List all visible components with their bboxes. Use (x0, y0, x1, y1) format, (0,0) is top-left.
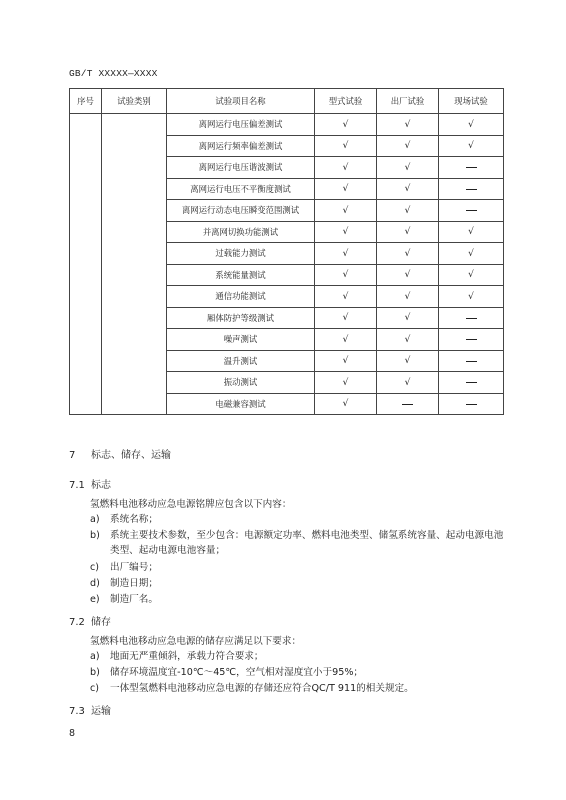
check-mark: √ (468, 141, 474, 152)
test-item-name: 厢体防护等级测试 (167, 307, 315, 329)
test-items-table (69, 88, 504, 415)
table-row (70, 114, 504, 136)
factory-test-mark (377, 329, 439, 351)
check-mark: √ (342, 119, 349, 130)
check-mark: √ (342, 356, 349, 367)
dash-mark (466, 361, 477, 362)
test-item-name: 离网运行电压偏差测试 (167, 114, 315, 136)
field-test-mark (439, 307, 504, 329)
test-item-name: 离网运行电压谐波测试 (167, 157, 315, 179)
field-test-mark (439, 157, 504, 179)
test-item-name: 离网运行动态电压瞬变范围测试 (167, 200, 315, 222)
field-test-mark (439, 243, 504, 265)
type-test-mark (315, 329, 377, 351)
check-mark: √ (404, 291, 411, 302)
field-test-mark (439, 350, 504, 372)
field-test-mark (439, 372, 504, 394)
type-test-mark (315, 157, 377, 179)
check-mark: √ (342, 291, 349, 302)
factory-test-mark (377, 221, 439, 243)
factory-test-mark (377, 372, 439, 394)
test-item-name: 过载能力测试 (167, 243, 315, 265)
type-test-mark (315, 307, 377, 329)
field-test-mark (439, 393, 504, 415)
check-mark: √ (342, 334, 349, 345)
check-mark: √ (342, 399, 349, 410)
field-test-mark (439, 221, 504, 243)
seq-cell (70, 114, 102, 415)
check-mark: √ (342, 162, 349, 173)
factory-test-mark (377, 243, 439, 265)
check-mark: √ (468, 119, 474, 130)
type-test-mark (315, 372, 377, 394)
factory-test-mark (377, 307, 439, 329)
dash-mark (466, 404, 477, 405)
dash-mark (466, 382, 477, 383)
section-7-2-intro: 氢燃料电池移动应急电源的储存应满足以下要求： (90, 636, 302, 647)
check-mark: √ (342, 377, 349, 388)
check-mark: √ (404, 270, 411, 281)
factory-test-mark (377, 178, 439, 200)
factory-test-mark (377, 135, 439, 157)
check-mark: √ (468, 227, 474, 238)
check-mark: √ (404, 356, 411, 367)
list-item: c) 出厂编号； (90, 562, 158, 573)
type-test-mark (315, 286, 377, 308)
section-7-1-heading: 7.1 标志 (69, 480, 111, 491)
type-test-mark (315, 350, 377, 372)
section-7-3-heading: 7.3 运输 (69, 706, 111, 717)
dash-mark (466, 167, 477, 168)
check-mark: √ (404, 162, 411, 173)
check-mark: √ (468, 270, 474, 281)
field-test-mark (439, 286, 504, 308)
list-item: c) 一体型氢燃料电池移动应急电源的存储还应符合QC/T 911的相关规定。 (90, 683, 414, 694)
factory-test-mark (377, 350, 439, 372)
dash-mark (402, 404, 413, 405)
check-mark: √ (404, 227, 411, 238)
check-mark: √ (342, 313, 349, 324)
check-mark: √ (342, 141, 349, 152)
section-7-2-heading: 7.2 储存 (69, 617, 111, 628)
type-test-mark (315, 114, 377, 136)
factory-test-mark (377, 393, 439, 415)
test-item-name: 并离网切换功能测试 (167, 221, 315, 243)
check-mark: √ (342, 248, 349, 259)
test-item-name: 噪声测试 (167, 329, 315, 351)
test-item-name: 通信功能测试 (167, 286, 315, 308)
col-header-factory-test: 出厂试验 (377, 89, 439, 114)
test-item-name: 温升测试 (167, 350, 315, 372)
type-test-mark (315, 243, 377, 265)
check-mark: √ (404, 119, 411, 130)
check-mark: √ (404, 184, 411, 195)
factory-test-mark (377, 286, 439, 308)
check-mark: √ (342, 205, 349, 216)
col-header-seq: 序号 (70, 89, 102, 114)
check-mark: √ (342, 270, 349, 281)
list-item: b) 系统主要技术参数，至少包含：电源额定功率、燃料电池类型、储氢系统容量、起动电源电池类型、起动电源电池容量； (90, 530, 504, 556)
check-mark: √ (404, 141, 411, 152)
field-test-mark (439, 178, 504, 200)
type-test-mark (315, 221, 377, 243)
check-mark: √ (404, 248, 411, 259)
type-test-mark (315, 178, 377, 200)
factory-test-mark (377, 114, 439, 136)
factory-test-mark (377, 200, 439, 222)
field-test-mark (439, 264, 504, 286)
type-test-mark (315, 393, 377, 415)
dash-mark (466, 339, 477, 340)
factory-test-mark (377, 157, 439, 179)
type-test-mark (315, 264, 377, 286)
type-test-mark (315, 135, 377, 157)
list-item: e) 制造厂名。 (90, 594, 158, 605)
type-test-mark (315, 200, 377, 222)
section-7-1-intro: 氢燃料电池移动应急电源铭牌应包含以下内容： (90, 499, 292, 510)
field-test-mark (439, 200, 504, 222)
test-item-name: 离网运行频率偏差测试 (167, 135, 315, 157)
test-item-name: 电磁兼容测试 (167, 393, 315, 415)
dash-mark (466, 189, 477, 190)
field-test-mark (439, 114, 504, 136)
check-mark: √ (342, 184, 349, 195)
test-item-name: 离网运行电压不平衡度测试 (167, 178, 315, 200)
page-number: 8 (69, 728, 76, 739)
col-header-field-test: 现场试验 (439, 89, 504, 114)
check-mark: √ (468, 291, 474, 302)
section-7-heading: 7 标志、储存、运输 (69, 450, 171, 461)
factory-test-mark (377, 264, 439, 286)
list-item: d) 制造日期； (90, 578, 158, 589)
check-mark: √ (404, 313, 411, 324)
check-mark: √ (468, 248, 474, 259)
col-header-type-test: 型式试验 (315, 89, 377, 114)
standard-code: GB/T XXXXX—XXXX (69, 68, 158, 79)
test-item-name: 振动测试 (167, 372, 315, 394)
col-header-item-name: 试验项目名称 (167, 89, 315, 114)
test-item-name: 系统能量测试 (167, 264, 315, 286)
field-test-mark (439, 329, 504, 351)
check-mark: √ (404, 205, 411, 216)
list-item: a) 地面无严重倾斜，承载力符合要求； (90, 651, 264, 662)
list-item: a) 系统名称； (90, 514, 158, 525)
table-header-row (70, 89, 504, 114)
field-test-mark (439, 135, 504, 157)
check-mark: √ (342, 227, 349, 238)
list-item: b) 储存环境温度宜-10℃～45℃，空气相对湿度宜小于95%； (90, 667, 364, 678)
check-mark: √ (404, 377, 411, 388)
dash-mark (466, 318, 477, 319)
col-header-category: 试验类别 (102, 89, 167, 114)
dash-mark (466, 210, 477, 211)
check-mark: √ (404, 334, 411, 345)
category-cell (102, 114, 167, 415)
table-body (70, 114, 504, 415)
